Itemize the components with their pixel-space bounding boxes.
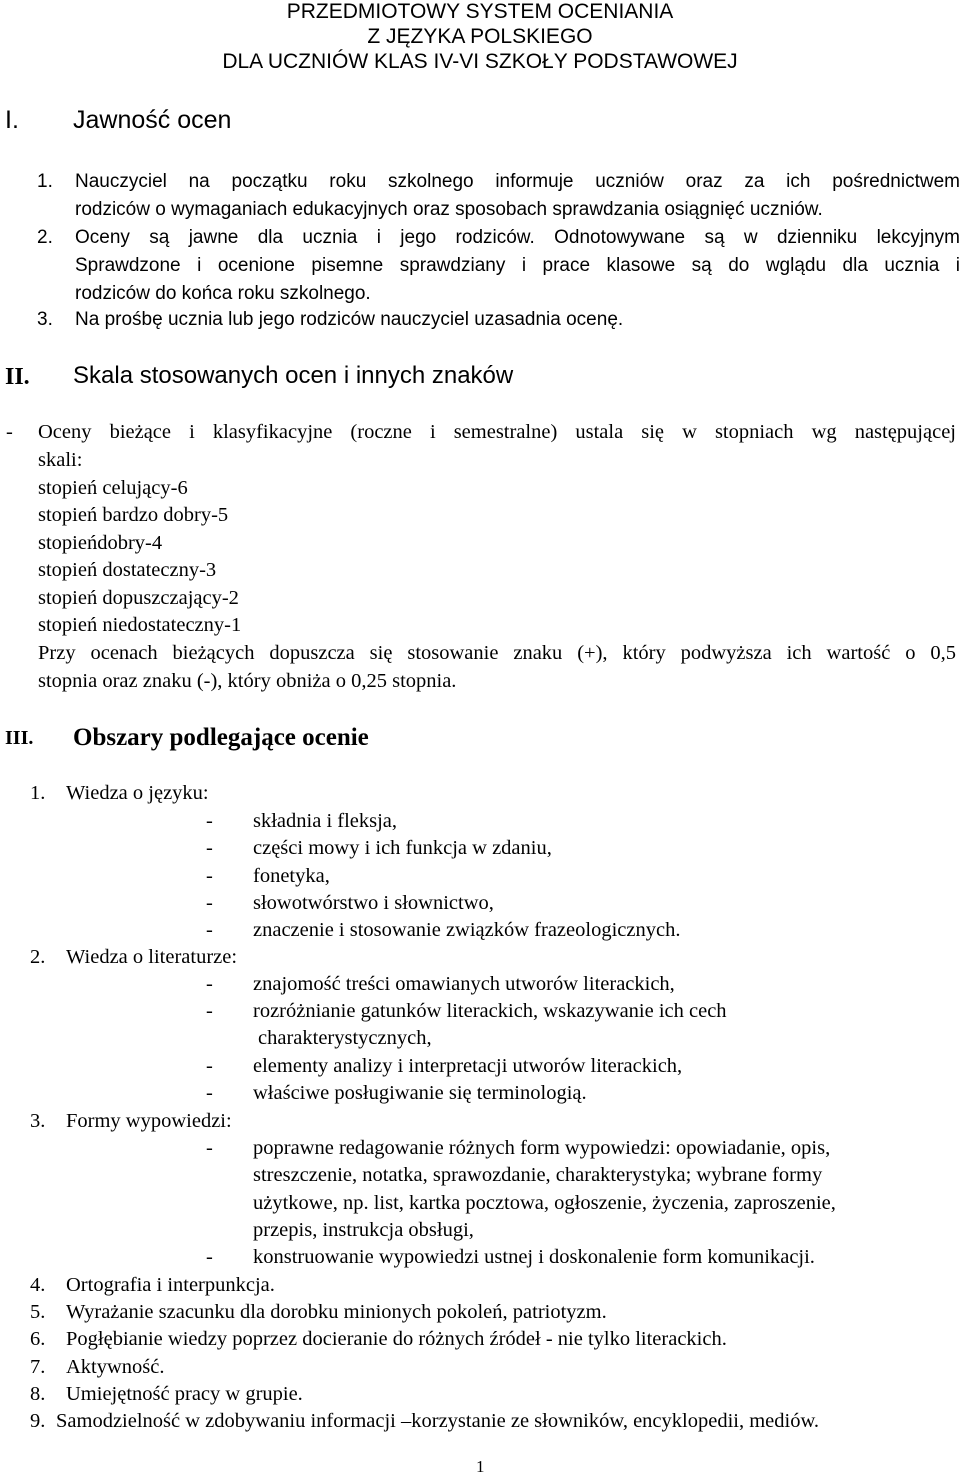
list-dash: - — [206, 865, 213, 887]
group1-item3 — [0, 865, 960, 893]
group2-item4-text: właściwe posługiwanie się terminologią. — [253, 1082, 587, 1104]
section1-item2-number: 2. — [37, 227, 53, 248]
grade-3: stopień dostateczny-3 — [38, 559, 217, 581]
group3-item2 — [0, 1246, 960, 1274]
list-dash: - — [206, 919, 213, 941]
section3-item4 — [0, 1274, 960, 1302]
group1-item3-text: fonetyka, — [253, 865, 330, 887]
list-dash: - — [206, 1000, 213, 1022]
group3-item2-text: konstruowanie wypowiedzi ustnej i doskonalenie form komunikacji. — [253, 1246, 815, 1268]
section3-item6-text: Pogłębianie wiedzy poprzez docieranie do różnych źródeł - nie tylko literackich. — [66, 1328, 727, 1350]
section3-item6-number: 6. — [30, 1328, 46, 1350]
section3-item8-number: 8. — [30, 1383, 46, 1405]
section2-number: II. — [5, 364, 30, 390]
group3-item1 — [0, 1137, 960, 1165]
group3-item1-text-line2: streszczenie, notatka, sprawozdanie, charakterystyka; wybrane formy — [253, 1164, 823, 1186]
group1-item5-text: znaczenie i stosowanie związków frazeologicznych. — [253, 919, 681, 941]
grade-1: stopień niedostateczny-1 — [38, 614, 242, 636]
section3-item5-number: 5. — [30, 1301, 46, 1323]
section3-item8-text: Umiejętność pracy w grupie. — [66, 1383, 303, 1405]
section1-item1-text-line2: rodziców o wymaganiach edukacyjnych oraz sposobach sprawdzania osiągnięć uczniów. — [75, 199, 823, 220]
grade-5: stopień bardzo dobry-5 — [38, 504, 229, 526]
section1-number: I. — [5, 106, 19, 134]
section3-item7 — [0, 1356, 960, 1384]
section3-item4-text: Ortografia i interpunkcja. — [66, 1274, 275, 1296]
page-number: 1 — [476, 1457, 485, 1476]
section1-item3-number: 3. — [37, 309, 53, 330]
section1-item3-line1 — [0, 306, 960, 334]
section2-title: Skala stosowanych ocen i innych znaków — [73, 362, 514, 389]
section1-item3-text: Na prośbę ucznia lub jego rodziców nauczyciel uzasadnia ocenę. — [75, 309, 624, 330]
group1-item4-text: słowotwórstwo i słownictwo, — [253, 892, 494, 914]
section3-item6 — [0, 1328, 960, 1356]
section1-item1-number: 1. — [37, 171, 53, 192]
doc-title-line3: DLA UCZNIÓW KLAS IV-VI SZKOŁY PODSTAWOWEJ — [222, 50, 738, 73]
grade-4: stopieńdobry-4 — [38, 532, 163, 554]
section3-item9-text: Samodzielność w zdobywaniu informacji –korzystanie ze słowników, encyklopedii, mediów. — [56, 1410, 820, 1432]
group3-label: Formy wypowiedzi: — [66, 1110, 232, 1132]
section3-number: III. — [5, 727, 34, 749]
group2-item3 — [0, 1055, 960, 1083]
group3-number: 3. — [30, 1110, 46, 1132]
group1-item2 — [0, 837, 960, 865]
section1-item1-text-line1: Nauczyciel na początku roku szkolnego informuje uczniów oraz za ich pośrednictwem — [75, 171, 960, 192]
doc-title-line1: PRZEDMIOTOWY SYSTEM OCENIANIA — [286, 0, 674, 23]
list-dash: - — [206, 810, 213, 832]
list-dash: - — [206, 837, 213, 859]
grade-6: stopień celujący-6 — [38, 477, 188, 499]
group1-item4 — [0, 892, 960, 920]
section3-title: Obszary podlegające ocenie — [73, 724, 369, 751]
group3-item1-text-line1: poprawne redagowanie różnych form wypowiedzi: opowiadanie, opis, — [253, 1137, 831, 1159]
section2-intro-line1: Oceny bieżące i klasyfikacyjne (roczne i semestralne) ustala się w stopniach wg następującej — [38, 421, 956, 443]
doc-title-line2: Z JĘZYKA POLSKIEGO — [367, 25, 593, 48]
section1-item2-text-line3: rodziców do końca roku szkolnego. — [75, 283, 371, 304]
section3-item7-number: 7. — [30, 1356, 46, 1378]
group2-item4 — [0, 1082, 960, 1110]
section3-item5 — [0, 1301, 960, 1329]
group2-label: Wiedza o literaturze: — [66, 946, 238, 968]
section1-title: Jawność ocen — [73, 106, 232, 134]
group2-header — [0, 946, 960, 974]
group3-item1-text-line3: użytkowe, np. list, kartka pocztowa, ogłoszenie, życzenia, zaproszenie, — [253, 1192, 836, 1214]
group2-item1-text: znajomość treści omawianych utworów literackich, — [253, 973, 675, 995]
list-dash: - — [206, 1055, 213, 1077]
group1-number: 1. — [30, 782, 46, 804]
group2-item2 — [0, 1000, 960, 1028]
grade-2: stopień dopuszczający-2 — [38, 587, 239, 609]
section3-item5-text: Wyrażanie szacunku dla dorobku minionych pokoleń, patriotyzm. — [66, 1301, 607, 1323]
section2-note-line1: Przy ocenach bieżących dopuszcza się stosowanie znaku (+), który podwyższa ich wartość o 0,5 — [38, 642, 956, 664]
group1-item2-text: części mowy i ich funkcja w zdaniu, — [253, 837, 552, 859]
group2-number: 2. — [30, 946, 46, 968]
section3-item4-number: 4. — [30, 1274, 46, 1296]
group2-item2-text-line1: rozróżnianie gatunków literackich, wskazywanie ich cech — [253, 1000, 727, 1022]
group1-item5 — [0, 919, 960, 947]
section3-item8 — [0, 1383, 960, 1411]
section2-note-line2: stopnia oraz znaku (-), który obniża o 0,25 stopnia. — [38, 670, 457, 692]
section3-item7-text: Aktywność. — [66, 1356, 165, 1378]
list-dash: - — [206, 1246, 213, 1268]
section2-intro-line2: skali: — [38, 449, 83, 471]
section3-item9-number: 9. — [30, 1410, 46, 1432]
group1-label: Wiedza o języku: — [66, 782, 209, 804]
group2-item1 — [0, 973, 960, 1001]
list-dash: - — [206, 1082, 213, 1104]
section1-item2-text-line2: Sprawdzone i ocenione pisemne sprawdziany i prace klasowe są do wglądu dla ucznia i — [75, 255, 960, 276]
section1-item2-text-line1: Oceny są jawne dla ucznia i jego rodziców. Odnotowywane są w dzienniku lekcyjnym — [75, 227, 960, 248]
list-dash: - — [206, 1137, 213, 1159]
group2-item3-text: elementy analizy i interpretacji utworów literackich, — [253, 1055, 683, 1077]
section1-item2-line1 — [0, 224, 960, 252]
group1-header — [0, 782, 960, 810]
group3-item1-text-line4: przepis, instrukcja obsługi, — [253, 1219, 474, 1241]
group1-item1 — [0, 810, 960, 838]
section2-dash: - — [6, 421, 13, 443]
group3-header — [0, 1110, 960, 1138]
list-dash: - — [206, 973, 213, 995]
group1-item1-text: składnia i fleksja, — [253, 810, 398, 832]
group2-item2-text-line2: charakterystycznych, — [258, 1027, 432, 1049]
section1-item1-line1 — [0, 168, 960, 196]
list-dash: - — [206, 892, 213, 914]
